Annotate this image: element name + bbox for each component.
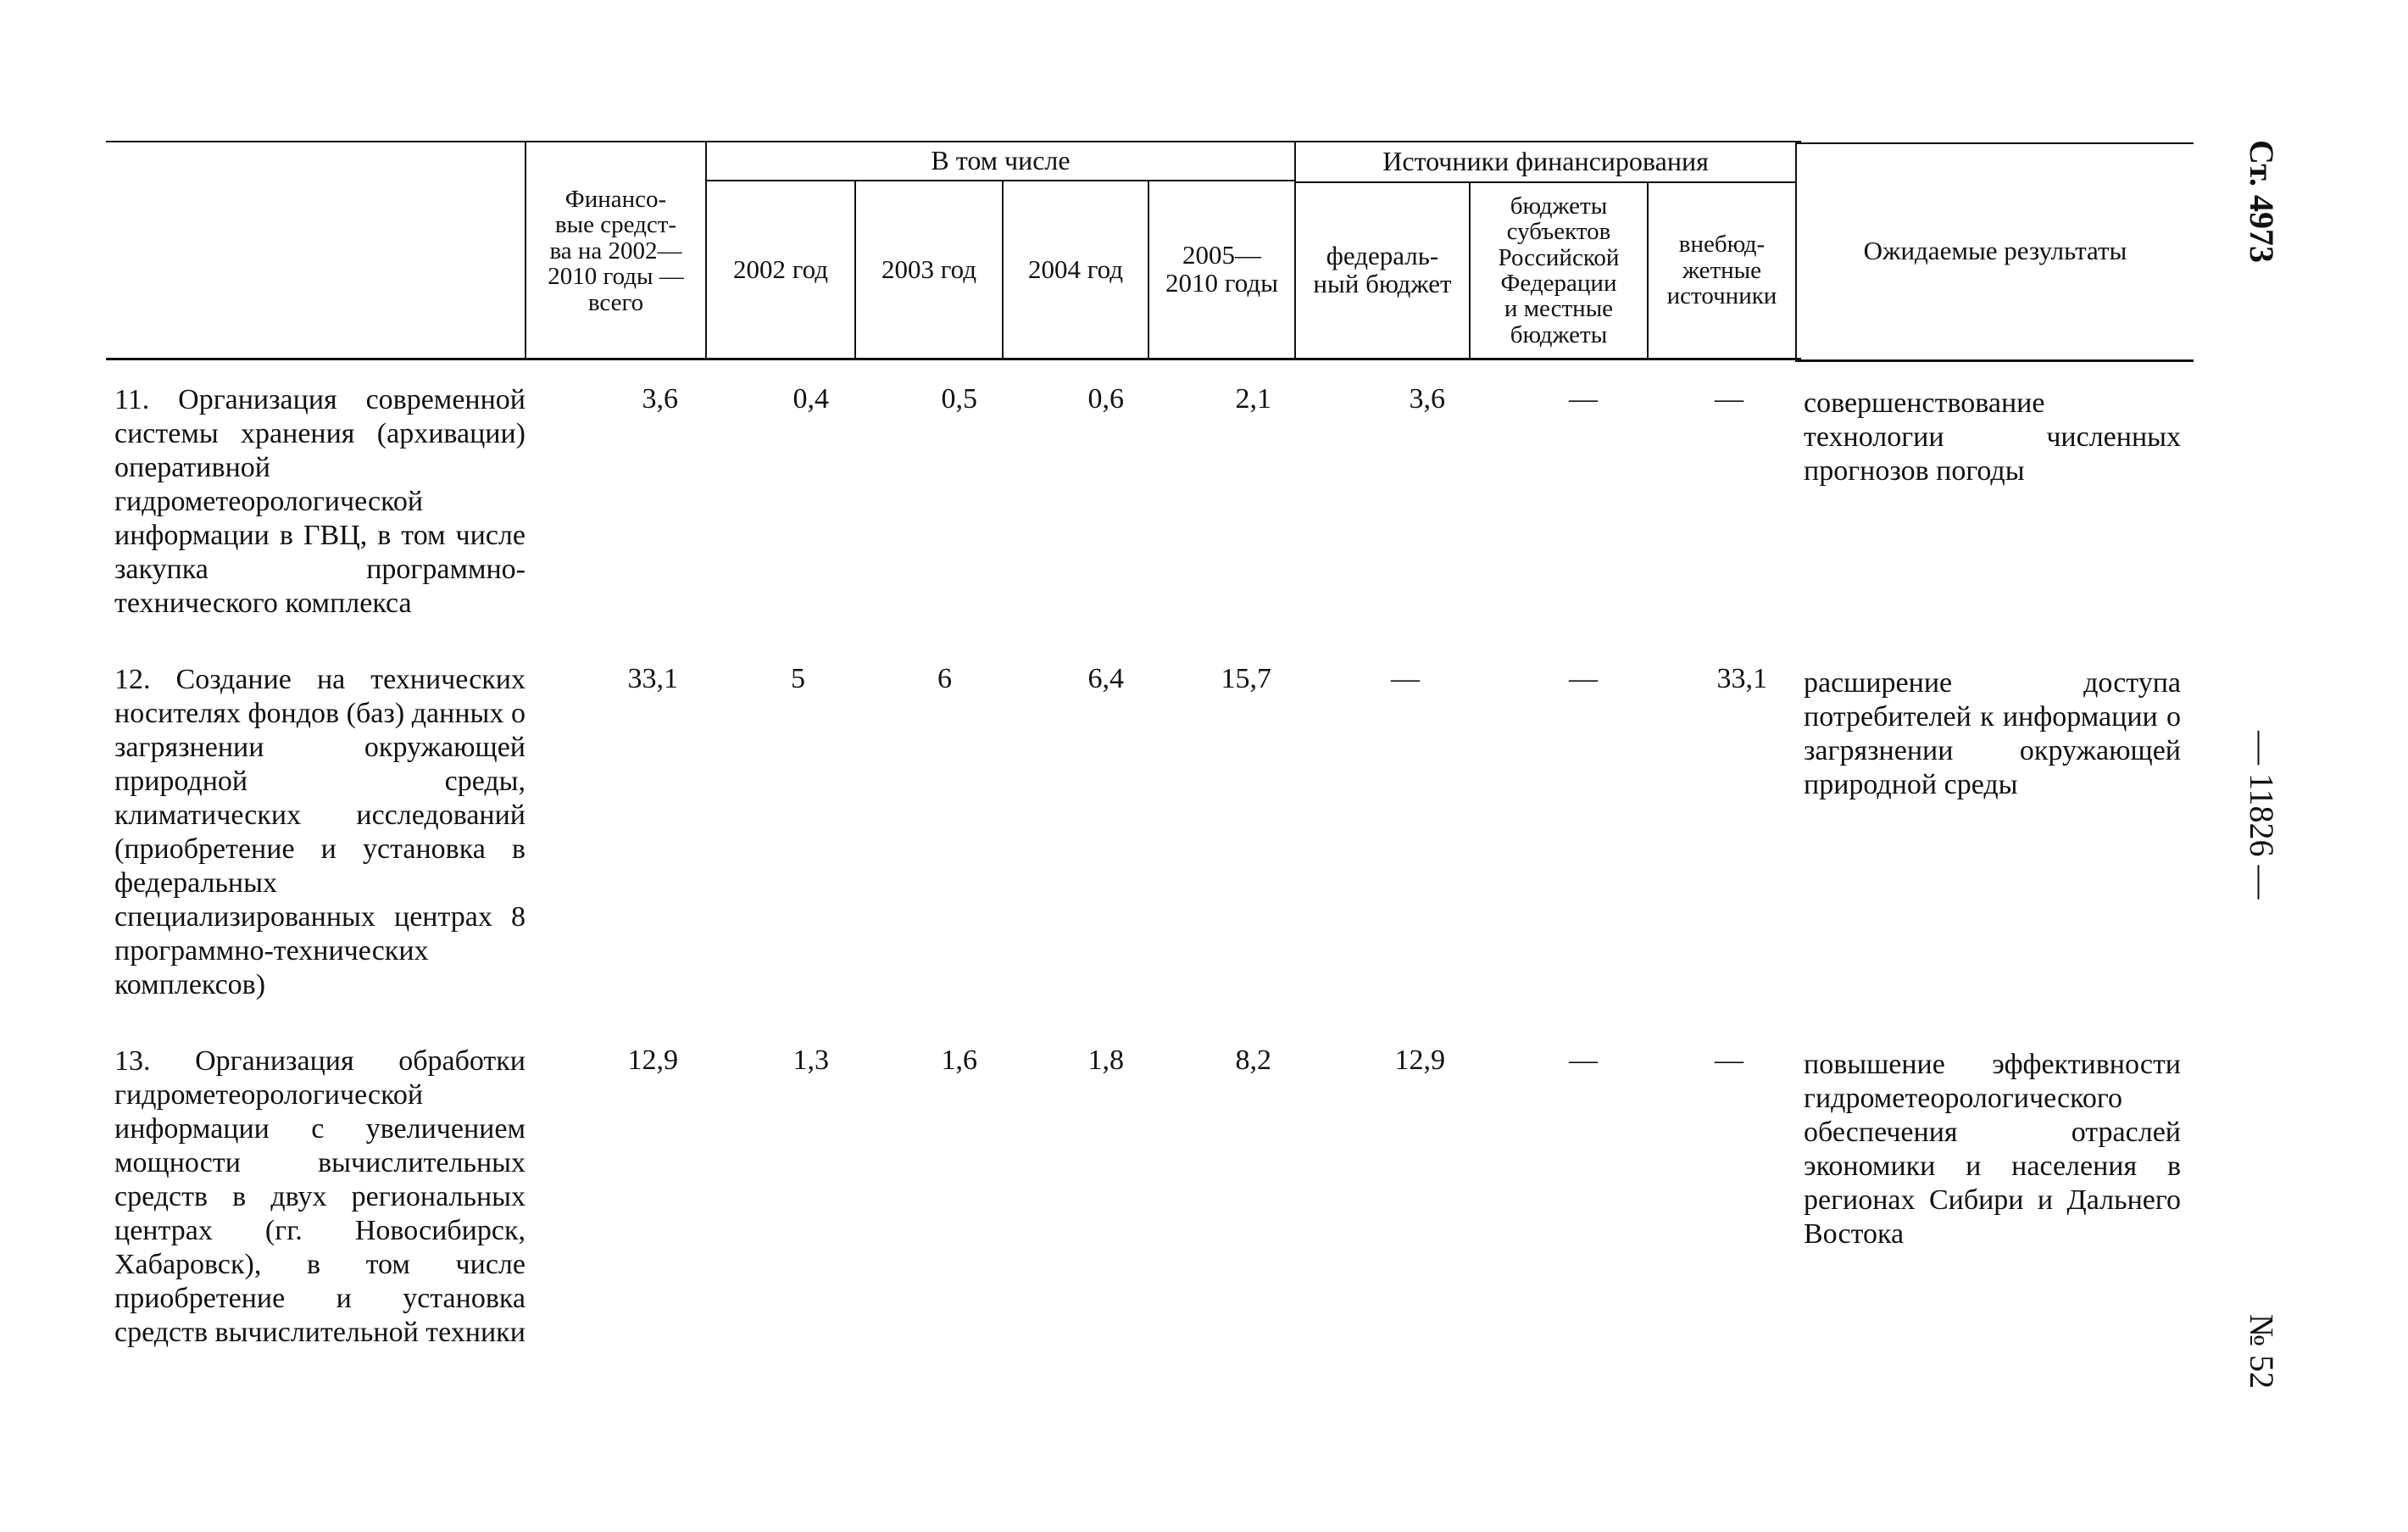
- row-12-extrabudget: 33,1: [1716, 663, 1767, 694]
- row-12-description: 12. Создание на технических носителях фондов (баз) данных о загрязнении окружающей природной среды, климатических исследований (приобретение и установка в федеральных специализированных центрах 8 программно-технических комплексов): [114, 664, 526, 1000]
- header-expected-results: Ожидаемые результаты: [1863, 235, 2127, 265]
- row-13-2005-2010: 8,2: [1235, 1045, 1271, 1076]
- header-year-2002: 2002 год: [732, 253, 829, 284]
- row-12-2005-2010: 15,7: [1221, 663, 1271, 694]
- row-11-result: совершенствование технологии численных прогнозов погоды: [1804, 387, 2181, 487]
- row-11-federal: 3,6: [1409, 383, 1445, 415]
- row-11-2002: 0,4: [792, 383, 829, 415]
- header-year-2004: 2004 год: [1027, 253, 1124, 284]
- header-regional-budgets: бюджеты субъектов Российской Федерации и местные бюджеты: [1498, 192, 1620, 348]
- row-12-total: 33,1: [627, 663, 678, 694]
- header-bottom-rule-right: [1795, 359, 2194, 362]
- row-13-result: повышение эффективности гидрометеорологического обеспечения отраслей экономики и населения в регионах Сибири и Дальнего Востока: [1804, 1049, 2181, 1250]
- page-number: — 11826 —: [2243, 731, 2281, 900]
- article-number: Ст. 4973: [2243, 140, 2281, 263]
- issue-number: № 52: [2243, 1314, 2281, 1390]
- header-year-2003: 2003 год: [881, 253, 977, 284]
- row-12-federal: —: [1391, 663, 1420, 694]
- row-12-2002: 5: [791, 663, 805, 694]
- row-13-total: 12,9: [627, 1045, 678, 1076]
- row-13-federal: 12,9: [1394, 1045, 1445, 1076]
- row-12-2003: 6: [937, 663, 952, 694]
- row-11-regional: —: [1569, 383, 1598, 415]
- row-11-2004: 0,6: [1087, 383, 1124, 415]
- row-11-extrabudget: —: [1715, 383, 1743, 415]
- row-13-2002: 1,3: [792, 1045, 829, 1076]
- header-financing-total: Финансо- вые средст- ва на 2002— 2010 годы — всего: [548, 185, 684, 316]
- row-11-total: 3,6: [642, 383, 678, 415]
- header-year-2005-2010: 2005— 2010 годы: [1165, 240, 1278, 298]
- row-13-extrabudget: —: [1715, 1045, 1743, 1076]
- row-11-2003: 0,5: [941, 383, 977, 415]
- row-12-regional: —: [1569, 663, 1598, 694]
- header-federal-budget: федераль- ный бюджет: [1313, 241, 1452, 298]
- header-extrabudget-sources: внебюд- жетные источники: [1666, 231, 1777, 310]
- row-12-result: расширение доступа потребителей к информации о загрязнении окружающей природной среды: [1804, 667, 2181, 800]
- header-sources: Источники финансирования: [1382, 146, 1709, 177]
- row-13-2003: 1,6: [941, 1045, 977, 1076]
- row-11-description: 11. Организация современной системы хранения (архивации) оперативной гидрометеорологической информации в ГВЦ, в том числе закупка программно-технического комплекса: [114, 384, 526, 619]
- header-bottom-rule: [106, 358, 1801, 360]
- row-12-2004: 6,4: [1087, 663, 1124, 694]
- header-including: В том числе: [931, 145, 1071, 176]
- row-11-2005-2010: 2,1: [1235, 383, 1271, 415]
- row-13-regional: —: [1569, 1045, 1598, 1076]
- row-13-2004: 1,8: [1087, 1045, 1124, 1076]
- row-13-description: 13. Организация обработки гидрометеорологической информации с увеличением мощности вычислительных средств в двух региональных центрах (гг. Новосибирск, Хабаровск), в том числе приобретение и установка средств вычислительной техники: [114, 1045, 526, 1348]
